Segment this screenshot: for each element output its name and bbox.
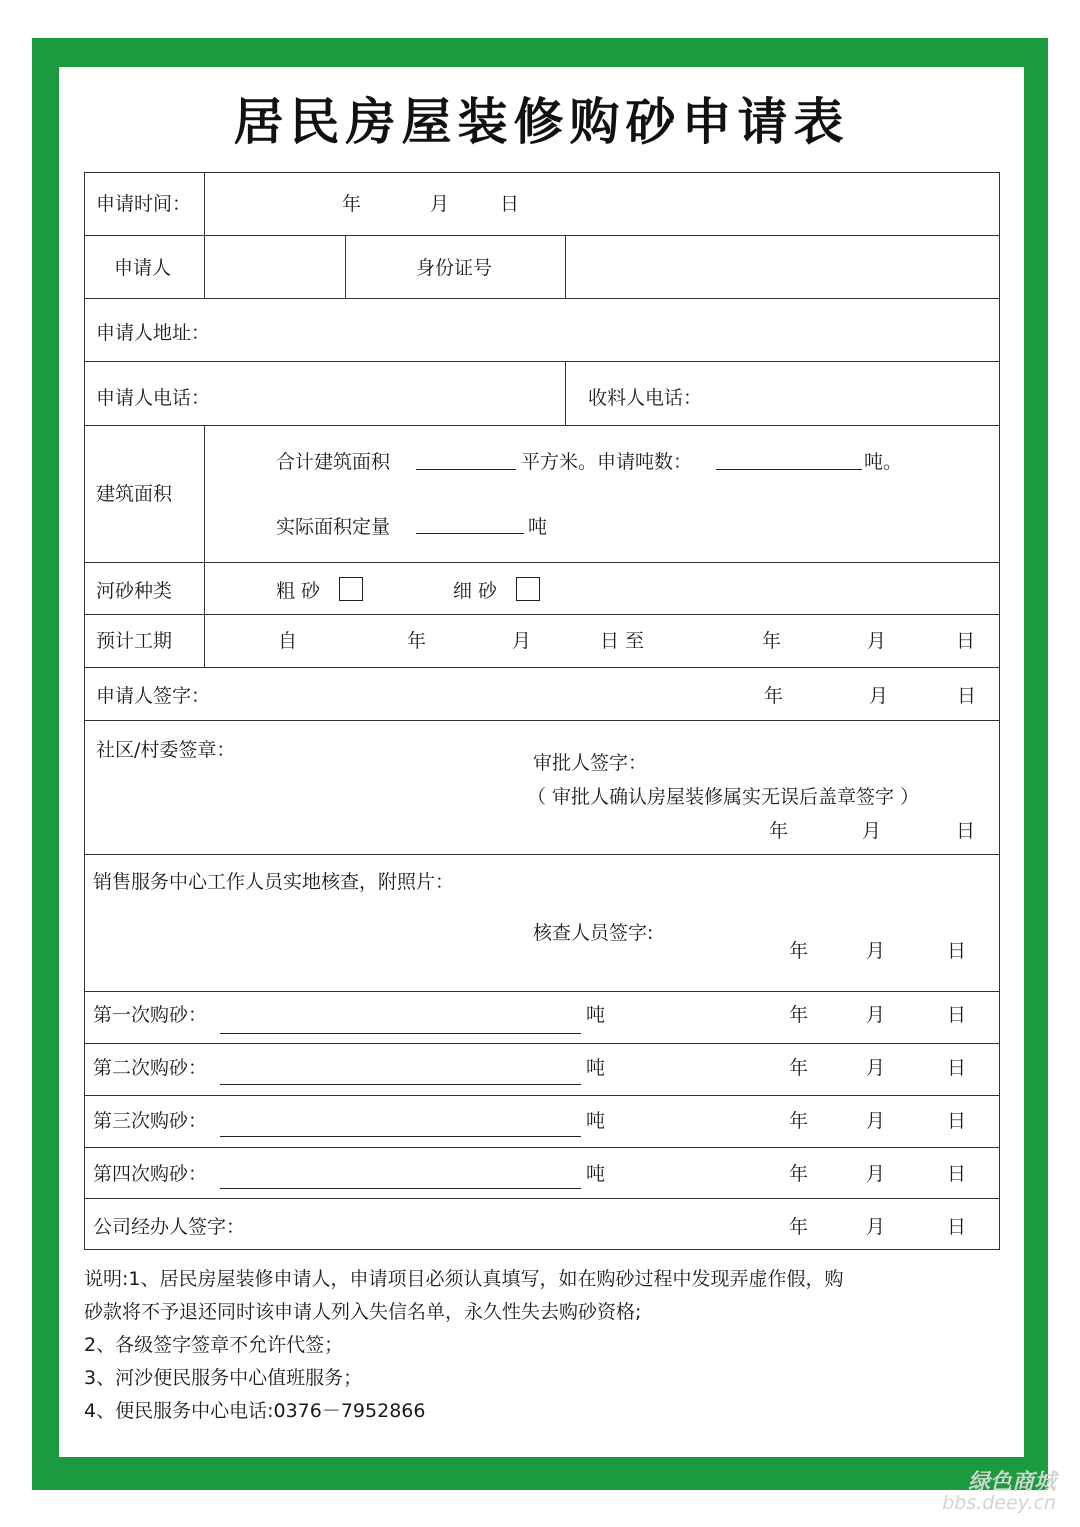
form-table <box>84 172 1000 1250</box>
period-from: 自 <box>278 630 298 652</box>
column-divider <box>204 172 205 299</box>
fine-sand-label: 细 砂 <box>453 580 498 602</box>
purchase-1-month: 月 <box>866 1004 886 1026</box>
sand-type-label: 河砂种类 <box>96 580 173 602</box>
purchase-4-year: 年 <box>789 1163 809 1185</box>
column-divider <box>345 235 346 299</box>
address-label: 申请人地址： <box>96 322 211 344</box>
id-number-label: 身份证号 <box>416 257 493 279</box>
applicant-sign-year: 年 <box>764 685 784 707</box>
period-year: 年 <box>407 630 427 652</box>
company-sign-year: 年 <box>789 1216 809 1238</box>
row-divider <box>84 425 1000 426</box>
purchase-3-year: 年 <box>789 1110 809 1132</box>
apply-time-day: 日 <box>500 193 520 215</box>
company-sign-label: 公司经办人签字： <box>93 1216 246 1238</box>
actual-area-prefix: 实际面积定量 <box>276 516 391 538</box>
actual-area-blank[interactable] <box>416 533 524 534</box>
purchase-2-day: 日 <box>947 1057 967 1079</box>
inspection-year: 年 <box>789 940 809 962</box>
row-divider <box>84 562 1000 563</box>
period-year2: 年 <box>762 630 782 652</box>
purchase-2-label: 第二次购砂： <box>93 1057 208 1079</box>
row-divider <box>84 235 1000 236</box>
note-line-3: 2、各级签字签章不允许代签； <box>84 1334 344 1356</box>
approver-sign-label: 审批人签字： <box>533 752 648 774</box>
company-sign-month: 月 <box>866 1216 886 1238</box>
purchase-3-blank[interactable] <box>220 1136 581 1137</box>
tonnage-suffix: 吨。 <box>864 451 903 473</box>
inspection-day: 日 <box>947 940 967 962</box>
community-day: 日 <box>956 820 976 842</box>
applicant-phone-label: 申请人电话： <box>96 387 211 409</box>
purchase-4-label: 第四次购砂： <box>93 1163 208 1185</box>
apply-time-year: 年 <box>342 193 362 215</box>
area-label: 建筑面积 <box>96 483 173 505</box>
watermark <box>942 1470 1056 1514</box>
row-divider <box>84 1198 1000 1199</box>
purchase-4-unit: 吨 <box>586 1163 606 1185</box>
company-sign-day: 日 <box>947 1216 967 1238</box>
note-line-1: 说明:1、居民房屋装修申请人，申请项目必须认真填写，如在购砂过程中发现弄虚作假，购 <box>84 1268 844 1290</box>
purchase-4-day: 日 <box>947 1163 967 1185</box>
purchase-1-label: 第一次购砂： <box>93 1004 208 1026</box>
row-divider <box>84 614 1000 615</box>
purchase-2-blank[interactable] <box>220 1084 581 1085</box>
purchase-4-blank[interactable] <box>220 1188 581 1189</box>
purchase-3-month: 月 <box>866 1110 886 1132</box>
purchase-1-year: 年 <box>789 1004 809 1026</box>
period-label: 预计工期 <box>96 630 173 652</box>
inspector-sign-label: 核查人员签字: <box>533 922 654 944</box>
watermark-line-2: bbs.deey.cn <box>942 1492 1056 1514</box>
purchase-2-unit: 吨 <box>586 1057 606 1079</box>
apply-time-label: 申请时间： <box>96 193 192 215</box>
purchase-3-unit: 吨 <box>586 1110 606 1132</box>
actual-area-suffix: 吨 <box>528 516 548 538</box>
coarse-sand-checkbox[interactable] <box>339 577 363 601</box>
total-area-prefix: 合计建筑面积 <box>276 451 391 473</box>
coarse-sand-label: 粗 砂 <box>276 580 321 602</box>
note-line-4: 3、河沙便民服务中心值班服务； <box>84 1367 363 1389</box>
row-divider <box>84 1095 1000 1096</box>
column-divider <box>565 235 566 299</box>
note-line-2: 砂款将不予退还同时该申请人列入失信名单，永久性失去购砂资格; <box>84 1301 642 1323</box>
period-day2: 日 <box>956 630 976 652</box>
total-area-blank[interactable] <box>416 469 516 470</box>
row-divider <box>84 854 1000 855</box>
row-divider <box>84 667 1000 668</box>
total-area-unit: 平方米。申请吨数： <box>521 451 693 473</box>
column-divider <box>565 361 566 426</box>
purchase-1-day: 日 <box>947 1004 967 1026</box>
applicant-sign-label: 申请人签字： <box>96 685 211 707</box>
period-month: 月 <box>512 630 532 652</box>
column-divider <box>204 425 205 668</box>
community-month: 月 <box>862 820 882 842</box>
applicant-label: 申请人 <box>114 257 172 279</box>
note-line-5: 4、便民服务中心电话:0376－7952866 <box>84 1400 426 1422</box>
watermark-line-1: 绿色商城 <box>967 1470 1056 1495</box>
row-divider <box>84 361 1000 362</box>
row-divider <box>84 1043 1000 1044</box>
row-divider <box>84 1147 1000 1148</box>
purchase-1-unit: 吨 <box>586 1004 606 1026</box>
period-day-to: 日 至 <box>600 630 645 652</box>
community-seal-label: 社区/村委签章： <box>96 739 236 761</box>
apply-time-month: 月 <box>430 193 450 215</box>
community-year: 年 <box>769 820 789 842</box>
purchase-1-blank[interactable] <box>220 1033 581 1034</box>
applicant-sign-day: 日 <box>957 685 977 707</box>
form-title: 居民房屋装修购砂申请表 <box>233 92 850 151</box>
row-divider <box>84 298 1000 299</box>
fine-sand-checkbox[interactable] <box>516 577 540 601</box>
tonnage-blank[interactable] <box>716 469 862 470</box>
purchase-3-day: 日 <box>947 1110 967 1132</box>
inspection-month: 月 <box>866 940 886 962</box>
receiver-phone-label: 收料人电话： <box>588 387 703 409</box>
approver-note: （ 审批人确认房屋装修属实无误后盖章签字 ） <box>527 786 920 808</box>
period-month2: 月 <box>867 630 887 652</box>
inspection-label: 销售服务中心工作人员实地核查，附照片： <box>93 871 455 893</box>
purchase-3-label: 第三次购砂： <box>93 1110 208 1132</box>
purchase-4-month: 月 <box>866 1163 886 1185</box>
purchase-2-year: 年 <box>789 1057 809 1079</box>
applicant-sign-month: 月 <box>869 685 889 707</box>
purchase-2-month: 月 <box>866 1057 886 1079</box>
row-divider <box>84 720 1000 721</box>
row-divider <box>84 991 1000 992</box>
